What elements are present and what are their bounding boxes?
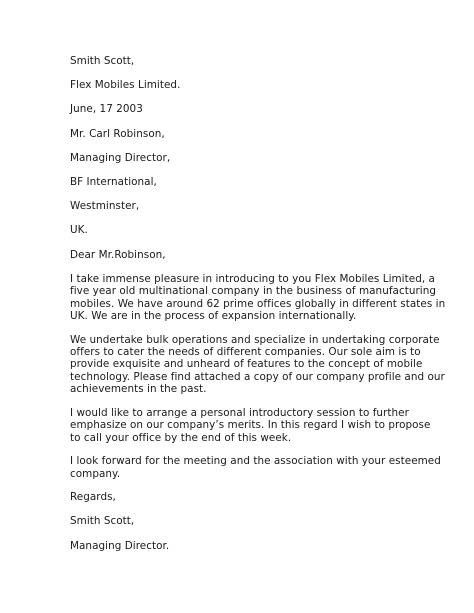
- paragraph-line: offers to cater the needs of different companies. Our sole aim is to: [70, 346, 421, 359]
- sender-name: Smith Scott,: [70, 55, 135, 67]
- letter-date: June, 17 2003: [70, 103, 143, 116]
- salutation: Dear Mr.Robinson,: [70, 248, 166, 261]
- paragraph-line: We undertake bulk operations and specialize in undertaking corporate: [70, 333, 440, 346]
- sender-company: Flex Mobiles Limited.: [70, 79, 181, 92]
- paragraph-introduction: [70, 272, 446, 323]
- paragraph-closing-remark: [70, 455, 441, 480]
- recipient-country: UK.: [70, 224, 88, 237]
- recipient-name: Mr. Carl Robinson,: [70, 127, 165, 140]
- paragraph-line: achievements in the past.: [70, 383, 207, 396]
- signature-name: Smith Scott,: [70, 515, 135, 528]
- paragraph-line: I take immense pleasure in introducing to you Flex Mobiles Limited, a: [70, 272, 435, 285]
- recipient-city: Westminster,: [70, 200, 140, 213]
- paragraph-line: to call your office by the end of this week.: [70, 431, 292, 444]
- paragraph-line: mobiles. We have around 62 prime offices globally in different states in: [70, 297, 446, 310]
- paragraph-line: provide exquisite and unheard of features to the concept of mobile: [70, 358, 423, 371]
- paragraph-line: I look forward for the meeting and the association with your esteemed: [70, 455, 441, 468]
- paragraph-line: UK. We are in the process of expansion internationally.: [70, 310, 357, 323]
- complimentary-close: Regards,: [70, 491, 116, 504]
- recipient-company: BF International,: [70, 176, 157, 189]
- paragraph-line: company.: [70, 467, 121, 480]
- paragraph-line: emphasize on our company’s merits. In this regard I wish to propose: [70, 419, 431, 432]
- paragraph-line: technology. Please find attached a copy of our company profile and our: [70, 370, 445, 383]
- paragraph-line: I would like to arrange a personal introductory session to further: [70, 406, 409, 419]
- signature-title: Managing Director.: [70, 539, 170, 552]
- paragraph-operations: [70, 333, 445, 396]
- paragraph-line: five year old multinational company in the business of manufacturing: [70, 285, 437, 298]
- letter-body: [70, 55, 446, 564]
- recipient-title: Managing Director,: [70, 151, 171, 164]
- paragraph-proposal: [70, 406, 431, 444]
